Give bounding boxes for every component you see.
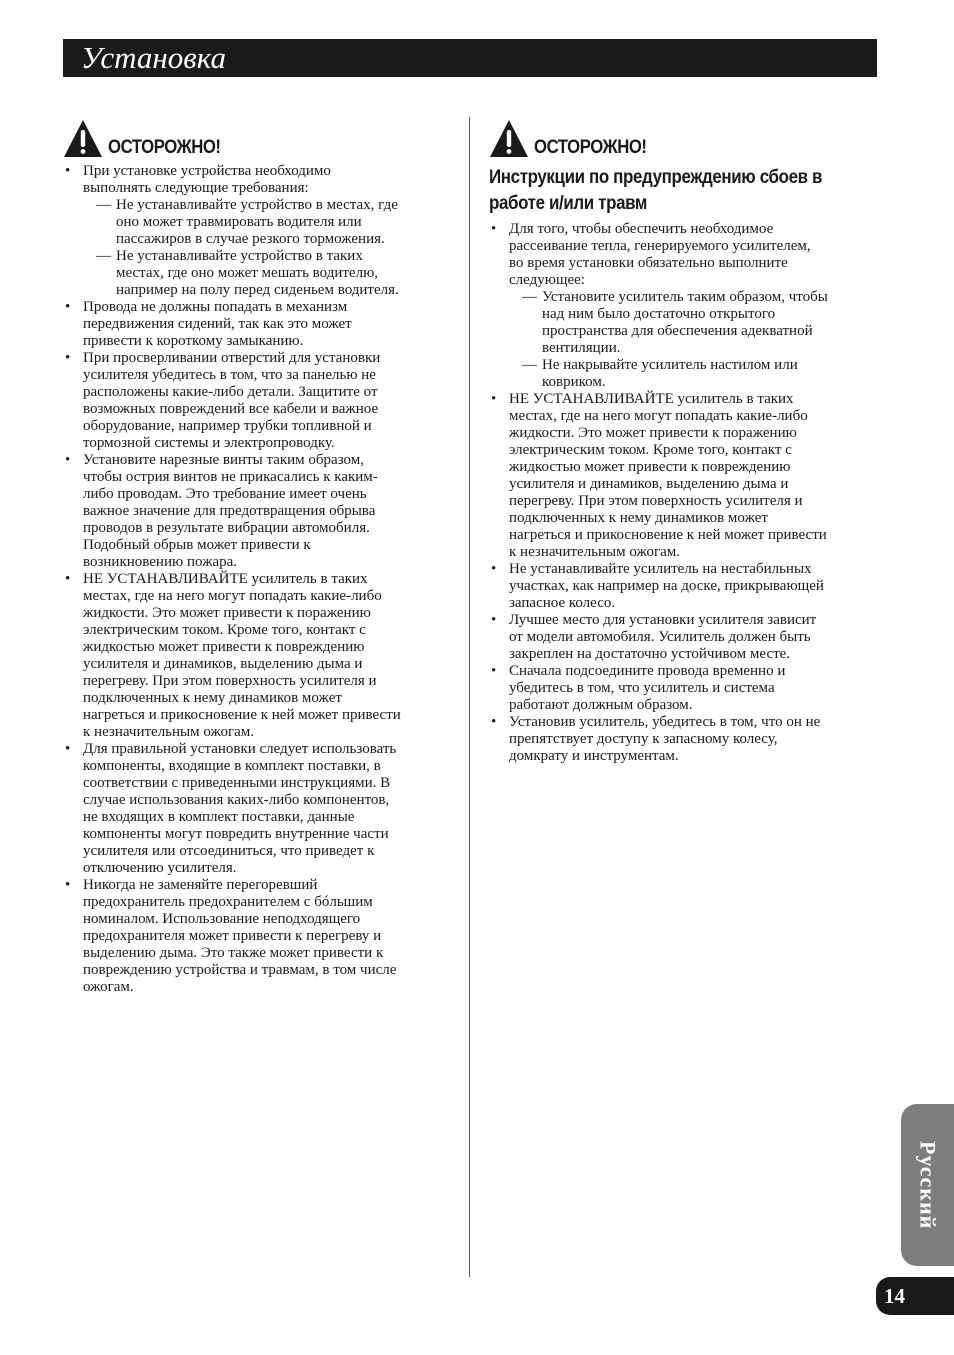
text-line: от модели автомобиля. Усилитель должен быть	[509, 629, 811, 645]
text-line: соответствии с приведенными инструкциями. В	[83, 775, 391, 791]
page-number-box	[876, 1277, 954, 1315]
text-line: оно может травмировать водителя или	[116, 214, 362, 230]
language-label: Русский	[915, 1140, 941, 1230]
text-line: Подобный обрыв может привести к	[83, 537, 311, 553]
text-line: • Установите нарезные винты таким образом,	[83, 452, 364, 468]
section-subheading	[489, 165, 881, 217]
text-line: жидкости. Это может привести к поражению	[83, 605, 371, 621]
list-item	[489, 663, 881, 714]
caution-heading	[489, 117, 881, 159]
text-line: к незначительным ожогам.	[509, 544, 681, 560]
text-line: передвижения сидений, так как это может	[83, 316, 352, 332]
list-item	[489, 221, 881, 391]
text-line: проводов в результате вибрации автомобиля.	[83, 520, 370, 536]
text-line: • Установив усилитель, убедитесь в том, что он не	[509, 714, 821, 730]
text-line: к незначительным ожогам.	[83, 724, 255, 740]
text-line: перегреву. При этом поверхность усилителя и	[509, 493, 803, 509]
text-line: домкрату и инструментам.	[509, 748, 679, 764]
list-item	[489, 612, 881, 663]
text-line: предохранитель предохранителем с бóльшим	[83, 894, 373, 910]
text-line: возможных повреждений все кабели и важное	[83, 401, 379, 417]
text-line: жидкостью может привести к повреждению	[509, 459, 791, 475]
text-line: компоненты могут повредить внутренние части	[83, 826, 389, 842]
language-tab	[901, 1104, 954, 1266]
text-line: • Не устанавливайте усилитель на нестабильных	[509, 561, 812, 577]
text-line: • Никогда не заменяйте перегоревший	[83, 877, 318, 893]
text-line: ковриком.	[542, 374, 606, 390]
list-item	[63, 350, 455, 452]
text-line: • При просверливании отверстий для установки	[83, 350, 381, 366]
text-line: возникновению пожара.	[83, 554, 238, 570]
warning-triangle-icon	[489, 119, 529, 159]
text-line: например на полу перед сиденьем водителя.	[116, 282, 399, 298]
text-line: • Провода не должны попадать в механизм	[83, 299, 348, 315]
text-line: повреждению устройства и травмам, в том числе	[83, 962, 397, 978]
text-line: • Сначала подсоедините провода временно и	[509, 663, 786, 679]
text-line: пассажиров в случае резкого торможения.	[116, 231, 385, 247]
list-item	[63, 741, 455, 877]
text-line: тормозной системы и электропроводку.	[83, 435, 335, 451]
sub-list	[509, 289, 881, 391]
text-line: выделению дыма. Это также может привести к	[83, 945, 384, 961]
text-line: местах, где на него могут попадать какие-либо	[509, 408, 808, 424]
text-line: чтобы острия винтов не прикасались к каким-	[83, 469, 378, 485]
text-line: следующее:	[509, 272, 585, 288]
text-line: препятствует доступу к запасному колесу,	[509, 731, 778, 747]
left-column	[63, 117, 455, 996]
text-line: во время установки обязательно выполните	[509, 255, 788, 271]
text-line: • Для правильной установки следует использовать	[83, 741, 397, 757]
sub-list-item	[509, 289, 881, 357]
text-line: местах, где оно может мешать водителю,	[116, 265, 379, 281]
caution-label: ОСТОРОЖНО!	[108, 137, 221, 158]
text-line: пространства для обеспечения адекватной	[542, 323, 813, 339]
text-line: • НЕ УСТАНАВЛИВАЙТЕ усилитель в таких	[83, 571, 368, 587]
text-line: работают должным образом.	[509, 697, 693, 713]
subheading-line: Инструкции по предупреждению сбоев в	[489, 167, 823, 188]
page-title: Установка	[81, 40, 226, 75]
text-line: — Установите усилитель таким образом, чтобы	[542, 289, 828, 305]
list-item	[489, 714, 881, 765]
text-line: • НЕ УСТАНАВЛИВАЙТЕ усилитель в таких	[509, 391, 794, 407]
text-line: вентиляции.	[542, 340, 621, 356]
list-item	[63, 299, 455, 350]
text-line: участках, как например на доске, прикрывающей	[509, 578, 824, 594]
sub-list-item	[509, 357, 881, 391]
text-line: выполнять следующие требования:	[83, 180, 309, 196]
text-line: предохранителя может привести к перегреву и	[83, 928, 382, 944]
list-item	[63, 877, 455, 996]
list-item	[63, 163, 455, 299]
caution-list	[489, 221, 881, 765]
subheading-line: работе и/или травм	[489, 193, 648, 214]
text-line: рассеивание тепла, генерируемого усилителем,	[509, 238, 811, 254]
text-line: ожогам.	[83, 979, 134, 995]
text-line: нагреться и прикосновение к ней может привести	[509, 527, 827, 543]
text-line: закреплен на достаточно устойчивом месте.	[509, 646, 791, 662]
page-number: 14	[884, 1284, 905, 1308]
text-line: электрическим током. Кроме того, контакт с	[83, 622, 366, 638]
text-line: жидкостью может привести к повреждению	[83, 639, 365, 655]
text-line: жидкости. Это может привести к поражению	[509, 425, 797, 441]
list-item	[489, 391, 881, 561]
text-line: расположены какие-либо детали. Защитите от	[83, 384, 378, 400]
list-item	[63, 452, 455, 571]
text-line: — Не устанавливайте устройство в местах, где	[116, 197, 398, 213]
text-line: усилителя убедитесь в том, что за панелью не	[83, 367, 376, 383]
list-item	[63, 571, 455, 741]
text-line: либо проводам. Это требование имеет очень	[83, 486, 367, 502]
text-line: • Для того, чтобы обеспечить необходимое	[509, 221, 774, 237]
text-line: электрическим током. Кроме того, контакт с	[509, 442, 792, 458]
column-divider	[469, 117, 470, 1277]
header-bar	[63, 39, 877, 77]
text-line: оборудование, например трубки топливной и	[83, 418, 372, 434]
text-line: — Не устанавливайте устройство в таких	[116, 248, 363, 264]
text-line: важное значение для предотвращения обрыва	[83, 503, 376, 519]
caution-list	[63, 163, 455, 996]
text-line: подключенных к нему динамиков может	[83, 690, 342, 706]
text-line: перегреву. При этом поверхность усилителя и	[83, 673, 377, 689]
text-line: над ним было достаточно открытого	[542, 306, 776, 322]
sub-list	[83, 197, 455, 299]
text-line: нагреться и прикосновение к ней может привести	[83, 707, 401, 723]
text-line: — Не накрывайте усилитель настилом или	[542, 357, 798, 373]
text-line: усилителя и динамиков, выделению дыма и	[509, 476, 789, 492]
text-line: отключению усилителя.	[83, 860, 237, 876]
text-line: местах, где на него могут попадать какие-либо	[83, 588, 382, 604]
caution-label: ОСТОРОЖНО!	[534, 137, 647, 158]
text-line: привести к короткому замыканию.	[83, 333, 304, 349]
text-line: не входящих в комплект поставки, данные	[83, 809, 355, 825]
right-column	[489, 117, 881, 765]
list-item	[489, 561, 881, 612]
text-line: номиналом. Использование неподходящего	[83, 911, 361, 927]
text-line: усилителя или отсоединиться, что приведет к	[83, 843, 375, 859]
caution-heading	[63, 117, 455, 159]
text-line: • При установке устройства необходимо	[83, 163, 331, 179]
warning-triangle-icon	[63, 119, 103, 159]
text-line: подключенных к нему динамиков может	[509, 510, 768, 526]
text-line: убедитесь в том, что усилитель и система	[509, 680, 775, 696]
text-line: запасное колесо.	[509, 595, 616, 611]
text-line: компоненты, входящие в комплект поставки, в	[83, 758, 381, 774]
sub-list-item	[83, 197, 455, 248]
text-line: усилителя и динамиков, выделению дыма и	[83, 656, 363, 672]
sub-list-item	[83, 248, 455, 299]
text-line: • Лучшее место для установки усилителя зависит	[509, 612, 817, 628]
text-line: случае использования каких-либо компонентов,	[83, 792, 390, 808]
